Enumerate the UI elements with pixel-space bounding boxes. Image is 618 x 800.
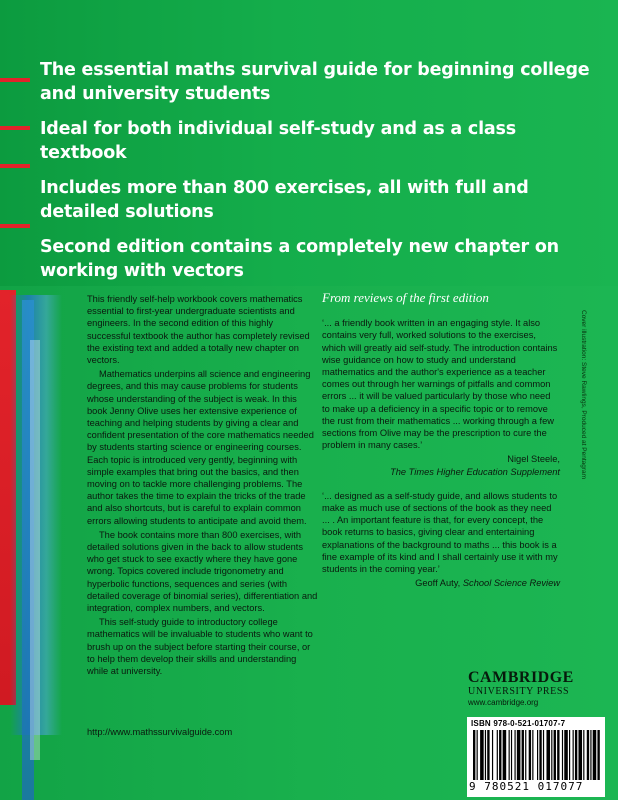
blurb-paragraph-4: This self-study guide to introductory college mathematics will be invaluable to students who want to brush up on the subject before starting their course, or to help them develop their skills and understanding while at university. (87, 617, 313, 677)
review-1-source: The Times Higher Education Supplement (390, 466, 560, 477)
barcode-bar (529, 730, 531, 780)
barcode-bar (562, 730, 563, 780)
headline-2: Ideal for both individual self-study and as a class textbook (40, 119, 516, 163)
barcode-bar (578, 730, 582, 780)
barcode-bar (480, 730, 484, 780)
barcode-bar (497, 730, 498, 780)
blurb-column (87, 293, 319, 679)
barcode-bar (569, 730, 570, 780)
barcode-bar (492, 730, 493, 780)
barcode-bars (473, 730, 601, 780)
red-dash-3 (0, 164, 30, 168)
reviews-column (322, 292, 560, 589)
barcode-bar (514, 730, 515, 780)
review-2-attribution (322, 577, 560, 589)
review-1-text: ‘... a friendly book written in an engaging style. It also contains very full, worked solutions to the exercises, which will greatly aid self-study. The introduction contains wise guidance on how to study and understand mathematics and the author's experience as a teacher comes out through her warnings of pitfalls and common errors ... it will be valued particularly by those who need to make up a deficiency in a specific topic or to remove the rust from their mathematics ... working through a few sections from Olive may be the prescription to cure the problem in many cases.’ (322, 318, 558, 451)
barcode-bar (590, 730, 591, 780)
headline-4: Second edition contains a completely new chapter on working with vectors (40, 237, 559, 281)
red-dash-4 (0, 224, 30, 228)
barcode-bar (593, 730, 597, 780)
barcode-bar (573, 730, 574, 780)
barcode-bar (546, 730, 550, 780)
barcode-bar (487, 730, 489, 780)
headline-1: The essential maths survival guide for beginning college and university students (40, 60, 590, 104)
barcode-bar (522, 730, 524, 780)
review-1-author: Nigel Steele, (507, 454, 560, 465)
barcode-bar (597, 730, 599, 780)
barcode-bar (583, 730, 584, 780)
barcode-bar (554, 730, 556, 780)
isbn-label: ISBN 978-0-521-01707-7 (471, 719, 566, 728)
barcode-bar (537, 730, 538, 780)
review-2-text: ‘... designed as a self-study guide, and allows students to make as much use of sections of the book as they need ... . An important feature is that, for every concept, the book returns to basics, giving clear and entertaining explanations of the background to maths ... this book is a fine example of its kind and I shall certainly use it with my students in the coming year.’ (322, 490, 558, 575)
barcode-bar (532, 730, 533, 780)
barcode-bar (564, 730, 568, 780)
publisher-logo (468, 670, 598, 707)
barcode-bar (539, 730, 541, 780)
barcode-bar (499, 730, 501, 780)
red-dash-1 (0, 78, 30, 82)
barcode-bar (543, 730, 544, 780)
headline-list (40, 58, 600, 294)
headline-3: Includes more than 800 exercises, all with full and detailed solutions (40, 178, 529, 222)
barcode-bar (485, 730, 486, 780)
blurb-paragraph-3: The book contains more than 800 exercises, with detailed solutions given in the back to allow students who get stuck to see exactly where they have gone wrong. Topics covered include trigonometry and hyperbolic functions, sequences and series (with detailed coverage of binomial series), differentiation and integration, complex numbers, and vectors. (87, 529, 318, 614)
white-glow-stripe (30, 340, 40, 760)
reviews-title: From reviews of the first edition (322, 290, 489, 305)
barcode-bar (503, 730, 507, 780)
barcode-bar (511, 730, 512, 780)
website-link[interactable]: http://www.mathssurvivalguide.com (87, 727, 233, 737)
barcode-bar (587, 730, 589, 780)
barcode-bar (517, 730, 521, 780)
review-2-source: School Science Review (462, 578, 560, 589)
barcode (467, 717, 605, 797)
barcode-digits: 9 780521 017077 (469, 780, 584, 793)
barcode-bar (509, 730, 510, 780)
barcode-bar (525, 730, 526, 780)
blurb-paragraph-1: This friendly self-help workbook covers mathematics essential to first-year undergraduate scientists and engineers. In the second edition of this highly successful textbook the author has completely revised the existing text and added a totally new chapter on vectors. (87, 294, 310, 366)
barcode-bar (473, 730, 475, 780)
barcode-bar (551, 730, 552, 780)
decorative-stripes (0, 0, 40, 800)
review-2-author: Geoff Auty, (415, 578, 461, 589)
barcode-bar (575, 730, 577, 780)
publisher-subtitle: UNIVERSITY PRESS (468, 686, 570, 697)
barcode-bar (477, 730, 478, 780)
red-dash-2 (0, 126, 30, 130)
publisher-name: CAMBRIDGE (468, 669, 574, 686)
barcode-bar (557, 730, 559, 780)
cover-credit: Cover illustration: Steve Rawlings, Produced at Pentagram (580, 310, 587, 480)
blurb-paragraph-2: Mathematics underpins all science and engineering degrees, and this may cause problems for students whose understanding of the subject is weak. In this book Jenny Olive uses her extensive experience of teaching and helping students by giving a clear and confident presentation of the core mathematics needed by students starting science or engineering courses. Each topic is introduced very gently, beginning with simple examples that bring out the basics, and then moving on to tackle more challenging problems. The author takes the time to explain the tricks of the trade and also shortcuts, but is careful to explain common errors allowing students to anticipate and avoid them. (87, 369, 314, 526)
publisher-url: www.cambridge.org (468, 698, 539, 707)
